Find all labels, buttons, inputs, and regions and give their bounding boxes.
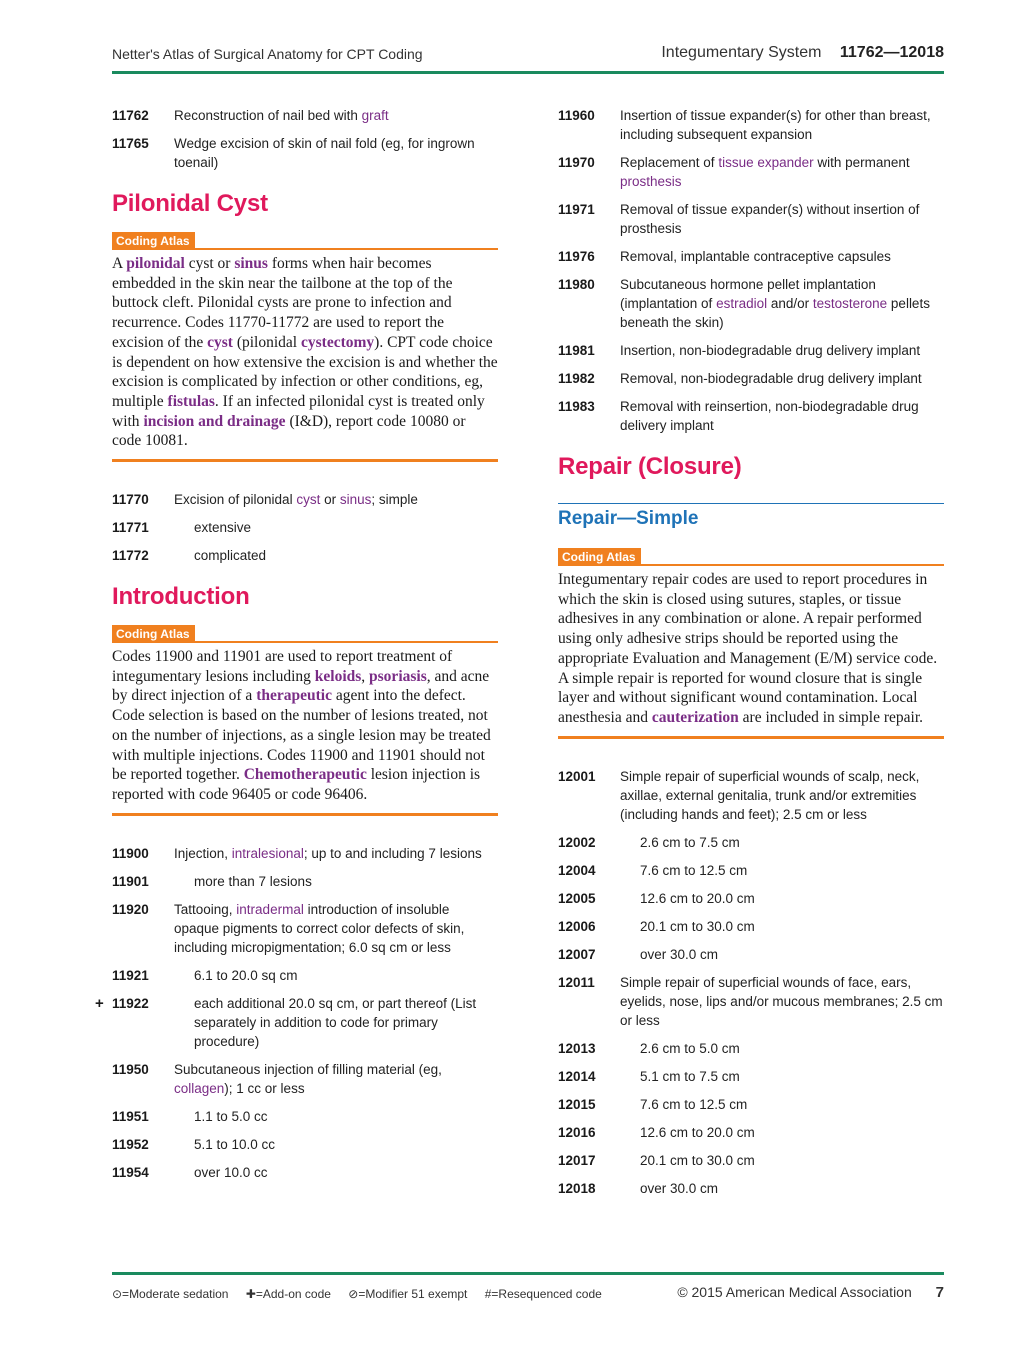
- code-description: Excision of pilonidal cyst or sinus; simple: [174, 492, 418, 508]
- code-description: 1.1 to 5.0 cc: [194, 1108, 268, 1124]
- code-number: 11983: [558, 399, 595, 414]
- page-footer: [112, 1272, 944, 1301]
- term-link[interactable]: cyst: [296, 492, 321, 508]
- code-description: complicated: [194, 548, 267, 564]
- code-entry: [558, 247, 944, 266]
- atlas-header: [558, 548, 944, 566]
- code-description: over 30.0 cm: [640, 1180, 719, 1196]
- code-entry: [112, 872, 498, 891]
- code-entry: [112, 546, 498, 565]
- header-section: [661, 44, 944, 62]
- code-entry: [558, 275, 944, 332]
- term-link[interactable]: psoriasis: [369, 667, 427, 685]
- code-entry: [558, 917, 944, 936]
- page-header: [112, 44, 944, 74]
- code-description: 20.1 cm to 30.0 cm: [640, 1152, 755, 1168]
- section-title-introduction: Introduction: [112, 583, 250, 611]
- code-description: Removal, non-biodegradable drug delivery implant: [620, 371, 922, 386]
- intro-codes: [95, 844, 498, 1182]
- code-number: 12004: [558, 862, 596, 878]
- code-description: 7.6 cm to 12.5 cm: [640, 862, 748, 878]
- code-entry: [558, 1151, 944, 1170]
- code-entry: [112, 844, 498, 863]
- copyright: © 2015 American Medical Association: [677, 1284, 912, 1300]
- section-title-pilonidal: Pilonidal Cyst: [112, 190, 268, 217]
- code-entry: [95, 994, 498, 1051]
- code-entry: [112, 1135, 498, 1154]
- code-range: 11762—12018: [839, 44, 944, 61]
- add-on-code-icon: +: [95, 994, 104, 1012]
- code-description: Subcutaneous hormone pellet implantation (implantation of estradiol and/or testosterone pellets beneath the skin): [620, 277, 930, 330]
- code-entry: [112, 966, 498, 985]
- code-number: 11951: [112, 1108, 149, 1124]
- code-number: 11976: [558, 249, 595, 264]
- code-number: 12007: [558, 946, 596, 962]
- code-description: Simple repair of superficial wounds of face, ears, eyelids, nose, lips and/or mucous membranes; 2.5 cm or less: [620, 974, 943, 1028]
- code-number: 11920: [112, 901, 149, 917]
- code-number: 12014: [558, 1068, 596, 1084]
- code-entry: [112, 518, 498, 537]
- term-link[interactable]: sinus: [339, 492, 372, 508]
- resequenced-code-legend: #=Resequenced code: [484, 1287, 602, 1301]
- code-description: Removal, implantable contraceptive capsules: [620, 249, 891, 264]
- coding-atlas-pilonidal: [112, 232, 498, 462]
- code-description: Insertion, non-biodegradable drug delivery implant: [620, 343, 921, 358]
- code-entry: [558, 153, 944, 191]
- code-description: Injection, intralesional; up to and including 7 lesions: [174, 845, 482, 861]
- code-entry: [112, 900, 498, 957]
- code-number: 12001: [558, 768, 596, 784]
- code-entry: [558, 106, 944, 144]
- code-description: each additional 20.0 sq cm, or part thereof (List separately in addition to code for primary procedure): [194, 995, 477, 1049]
- code-number: 11982: [558, 371, 595, 386]
- term-link[interactable]: tissue expander: [718, 155, 814, 170]
- code-number: 12006: [558, 918, 596, 934]
- code-entry: [558, 1095, 944, 1114]
- code-description: 5.1 to 10.0 cc: [194, 1136, 276, 1152]
- code-description: 5.1 cm to 7.5 cm: [640, 1068, 740, 1084]
- code-description: 7.6 cm to 12.5 cm: [640, 1096, 748, 1112]
- code-description: Removal of tissue expander(s) without insertion of prosthesis: [620, 202, 920, 236]
- coding-atlas-tag: Coding Atlas: [112, 232, 195, 250]
- left-column: [95, 106, 498, 1191]
- code-description: over 30.0 cm: [640, 946, 719, 962]
- code-description: 6.1 to 20.0 sq cm: [194, 967, 298, 983]
- code-entry: [112, 1060, 498, 1098]
- code-entry: [112, 490, 498, 509]
- code-entry: [558, 833, 944, 852]
- code-number: 11900: [112, 845, 149, 861]
- term-link[interactable]: cauterization: [651, 708, 739, 726]
- entries-top-right: [558, 106, 944, 435]
- book-title: Netter's Atlas of Surgical Anatomy for CPT Coding: [112, 46, 423, 62]
- code-entry: [558, 973, 944, 1030]
- term-link[interactable]: estradiol: [716, 296, 768, 311]
- code-entry: [558, 861, 944, 880]
- code-number: 11901: [112, 873, 149, 889]
- code-number: 11762: [112, 108, 149, 123]
- right-column: [558, 106, 944, 1207]
- repair-codes: [558, 767, 944, 1198]
- symbol-legend: [112, 1287, 616, 1301]
- code-description: over 10.0 cc: [194, 1164, 268, 1180]
- code-description: Removal with reinsertion, non-biodegradable drug delivery implant: [620, 399, 919, 433]
- code-description: Reconstruction of nail bed with graft: [174, 108, 389, 123]
- code-description: 12.6 cm to 20.0 cm: [640, 890, 755, 906]
- code-entry: [558, 200, 944, 238]
- footer-right: [677, 1284, 944, 1301]
- code-number: 11772: [112, 548, 149, 564]
- code-entry: [558, 767, 944, 824]
- code-number: 11952: [112, 1136, 149, 1152]
- coding-atlas-introduction: [112, 625, 498, 816]
- code-entry: [558, 1179, 944, 1198]
- code-entry: [112, 134, 498, 172]
- code-number: 11765: [112, 136, 149, 151]
- term-link[interactable]: keloids: [314, 667, 362, 685]
- coding-atlas-repair: [558, 548, 944, 739]
- moderate-sedation-legend: ⊙=Moderate sedation: [112, 1287, 229, 1301]
- pilonidal-codes: [112, 490, 498, 565]
- term-link[interactable]: Chemotherapeutic: [243, 766, 367, 784]
- page-number: 7: [935, 1284, 944, 1301]
- atlas-paragraph: A pilonidal cyst or sinus forms when hair becomes embedded in the skin near the tailbone at the top of the buttock cleft. Pilonidal cysts are prone to infection and recurrence. Codes 11770-11772 are used to report the excision of the cyst (pilonidal cystectomy). CPT code choice is dependent on how extensive the excision is and whether the excision is complicated by infection or other conditions, eg, multiple fistulas. If an infected pilonidal cyst is treated only with incision and drainage (I&D), report code 10080 or code 10081.: [112, 250, 498, 462]
- code-entry: [558, 1123, 944, 1142]
- code-description: Replacement of tissue expander with permanent prosthesis: [620, 155, 910, 189]
- term-link[interactable]: intralesional: [231, 845, 304, 861]
- term-link[interactable]: intradermal: [236, 901, 304, 917]
- code-number: 11981: [558, 343, 595, 358]
- code-number: 11960: [558, 108, 595, 123]
- term-link[interactable]: therapeutic: [256, 687, 332, 705]
- coding-atlas-tag: Coding Atlas: [558, 548, 641, 566]
- code-number: 11771: [112, 520, 149, 536]
- code-number: 11971: [558, 202, 595, 217]
- code-entry: [558, 1039, 944, 1058]
- code-number: 12016: [558, 1124, 596, 1140]
- term-link[interactable]: fistulas: [167, 392, 215, 410]
- add-on-code-legend: ✚=Add-on code: [245, 1287, 331, 1301]
- code-entry: [558, 341, 944, 360]
- atlas-paragraph: Integumentary repair codes are used to report procedures in which the skin is closed using sutures, staples, or tissue adhesives in any combination or alone. A repair performed using only adhesive strips should be reported using the appropriate Evaluation and Management (E/M) service code. A simple repair is reported for wound closure that is single layer and without significant wound contamination. Local anesthesia and cauterization are included in simple repair.: [558, 566, 944, 739]
- code-description: Simple repair of superficial wounds of scalp, neck, axillae, external genitalia, trunk and/or extremities (including hands and feet); 2.5 cm or less: [620, 768, 920, 822]
- code-description: 12.6 cm to 20.0 cm: [640, 1124, 755, 1140]
- code-description: extensive: [194, 520, 252, 536]
- code-description: Subcutaneous injection of filling material (eg, collagen); 1 cc or less: [174, 1061, 442, 1096]
- code-number: 12005: [558, 890, 596, 906]
- code-number: 12015: [558, 1096, 596, 1112]
- code-number: 11954: [112, 1164, 149, 1180]
- code-entry: [558, 889, 944, 908]
- modifier-51-exempt-legend: ⊘=Modifier 51 exempt: [348, 1287, 468, 1301]
- atlas-header: [112, 232, 498, 250]
- term-link[interactable]: testosterone: [812, 296, 888, 311]
- code-number: 12011: [558, 974, 595, 990]
- code-entry: [558, 397, 944, 435]
- code-number: 11970: [558, 155, 595, 170]
- code-number: 12002: [558, 834, 596, 850]
- code-number: 12013: [558, 1040, 596, 1056]
- code-number: 11770: [112, 492, 149, 508]
- code-number: 12017: [558, 1152, 596, 1168]
- section-name: Integumentary System: [661, 44, 822, 61]
- term-link[interactable]: cyst: [207, 333, 233, 351]
- code-entry: [558, 945, 944, 964]
- atlas-header: [112, 625, 498, 643]
- term-link[interactable]: cystectomy: [301, 333, 375, 351]
- code-number: 11950: [112, 1061, 149, 1077]
- term-link[interactable]: collagen: [174, 1080, 225, 1096]
- code-entry: [112, 1163, 498, 1182]
- term-link[interactable]: prosthesis: [620, 174, 682, 189]
- code-number: 12018: [558, 1180, 596, 1196]
- code-number: 11922: [112, 995, 149, 1011]
- code-entry: [112, 1107, 498, 1126]
- coding-atlas-tag: Coding Atlas: [112, 625, 195, 643]
- atlas-paragraph: Codes 11900 and 11901 are used to report treatment of integumentary lesions including keloids, psoriasis, and acne by direct injection of a therapeutic agent into the defect. Code selection is based on the number of lesions treated, not on the number of injections, as a single lesion may be treated with multiple injections. Codes 11900 and 11901 should not be reported together. Chemotherapeutic lesion injection is reported with code 96405 or code 96406.: [112, 643, 498, 816]
- entries-top-left: [112, 106, 498, 172]
- code-description: 20.1 cm to 30.0 cm: [640, 918, 755, 934]
- subsection-title-repair-simple: Repair—Simple: [558, 508, 699, 529]
- code-entry: [558, 369, 944, 388]
- term-link[interactable]: pilonidal: [126, 255, 185, 272]
- code-description: 2.6 cm to 7.5 cm: [640, 834, 740, 850]
- term-link[interactable]: graft: [361, 108, 389, 123]
- code-description: more than 7 lesions: [194, 873, 312, 889]
- code-description: Tattooing, intradermal introduction of insoluble opaque pigments to correct color defects of skin, including micropigmentation; 6.0 sq cm or less: [174, 901, 465, 955]
- code-entry: [112, 106, 498, 125]
- code-description: Insertion of tissue expander(s) for other than breast, including subsequent expansion: [620, 108, 931, 142]
- section-title-repair: Repair (Closure): [558, 453, 742, 480]
- term-link[interactable]: sinus: [234, 255, 268, 272]
- code-entry: [558, 1067, 944, 1086]
- code-number: 11921: [112, 967, 149, 983]
- code-number: 11980: [558, 277, 595, 292]
- code-description: Wedge excision of skin of nail fold (eg, for ingrown toenail): [174, 136, 475, 170]
- code-description: 2.6 cm to 5.0 cm: [640, 1040, 740, 1056]
- term-link[interactable]: incision and drainage: [143, 412, 286, 430]
